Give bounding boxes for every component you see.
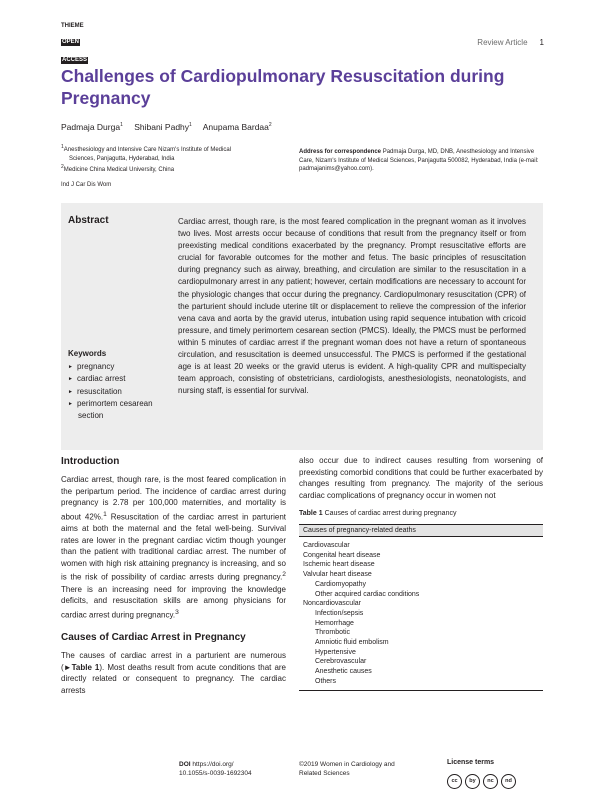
affiliation-text: Anesthesiology and Intensive Care Nizam's Institute of Medical [63, 147, 232, 153]
affil-sup: 1 [61, 144, 64, 150]
table-row: Hemorrhage [315, 619, 354, 627]
table-row: Other acquired cardiac conditions [315, 590, 420, 598]
intro-text: Cardiac arrest, though rare, is the most feared complication in the peripartum period. The incidence of cardiac arrest during pregnancy is 2.78 per 100,000 maternities, and mortality is about 42%. [61, 475, 286, 522]
intro-text: Resuscitation of the cardiac arrest in parturient aims at both the maternal and the fetal well-being. Survival rates are lower in the pregnant cardiac victim though younger than the patient with traditional cardiac arrest. The number of women with high risk attaining pregnancy is increasing, and so is the risk of possibility of cardiac arrests during pregnancy. [61, 512, 286, 583]
license-terms-label: License terms [447, 759, 495, 766]
section-heading-causes: Causes of Cardiac Arrest in Pregnancy [61, 632, 246, 643]
table-row: Others [315, 677, 337, 685]
table-row: Congenital heart disease [303, 551, 381, 559]
nd-icon: nd [501, 774, 516, 789]
citation[interactable]: 3 [175, 608, 179, 616]
author-name: Anupama Bardaa [202, 122, 269, 132]
table-1 [299, 524, 543, 691]
keywords-heading: Keywords [68, 349, 107, 358]
table-row: Infection/sepsis [315, 609, 364, 617]
logo-line1: THIEME [61, 23, 84, 29]
causes-paragraph [61, 650, 286, 696]
table-row: Noncardiovascular [303, 600, 361, 608]
affiliation-text: Sciences, Panjagutta, Hyderabad, India [69, 155, 175, 162]
copyright-block [299, 761, 395, 778]
correspondence-text: Padmaja Durga, MD, DNB, Anesthesiology and Intensive Care, Nizam's Institute of Medical Sciences, Panjagutta 500082, Hyderabad, India (e-mail: padmajanims@yahoo.com). [299, 149, 539, 172]
causes-text: ). Most deaths result from acute conditions that are directly related or consequent to pregnancy. The cardiac arrests [61, 662, 287, 695]
author-affil-sup: 2 [268, 122, 272, 129]
author-affil-sup: 1 [189, 122, 192, 129]
doi-link[interactable]: https://doi.org/ [192, 761, 234, 768]
table-label: Table 1 [299, 510, 323, 517]
cc-icon: cc [447, 774, 462, 789]
author-affil-sup: 1 [120, 122, 123, 129]
causes-text: The causes of cardiac arrest in a parturient are numerous ( [61, 651, 286, 672]
table-caption [299, 510, 456, 517]
table-row: Cardiovascular [303, 542, 350, 549]
correspondence-label: Address for correspondence [299, 149, 382, 155]
table-row: Valvular heart disease [303, 571, 372, 579]
journal-abbrev: Ind J Car Dis Wom [61, 182, 112, 188]
author-name: Padmaja Durga [61, 122, 121, 132]
right-column-paragraph: also occur due to indirect causes resulting from worsening of preexisting comorbid conditions that could be further exacerbated by changes resulting from pregnancy. The majority of the serious cardiac complications of pregnancy occur in women not [299, 456, 543, 500]
affiliations [61, 143, 286, 175]
keyword-item: ► cardiac arrest [68, 373, 173, 385]
affil-sup: 2 [61, 164, 64, 170]
logo-line3: ACCESS [62, 57, 88, 63]
article-type: Review Article [477, 38, 528, 47]
intro-text: There is an increasing need for improving the knowledge deficits, and resuscitation skills are among physicians for cardiac arrest during pregnancy. [61, 584, 286, 620]
abstract-text: Cardiac arrest, though rare, is the most feared complication in the pregnant woman as it involves two lives. Most arrests occur because of conditions that result from the pregnancy itself or from preexisting medical conditions exacerbated by the pregnancy. Prompt resuscitative efforts are crucial for favorable outcomes for the mother and fetus. The basic principles of resuscitation during pregnancy such as airway, breathing, and circulation are similar to the resuscitation in a cardiopulmonary arrest in any patient; however, certain modifications are necessary to account for the physiologic changes that occur during the pregnancy. Cardiopulmonary resuscitation (CPR) of the parturient should include uterine tilt or displacement to relieve the compression of the inferior vena cava and aorta by the gravid uterus, intubation using rapid sequence intubation with cricoid pressure, and timely perimortem cesarean section (PMCS). Ideally, the PMCS must be performed within 5 minutes of cardiac arrest if the pregnant woman does not have a return of spontaneous circulation, and resuscitation is deemed unsuccessful. The PMCS is performed if the gestational age is at least 20 weeks or the gravid uterus is evident. A high-quality CPR and multispecialty team approach, consisting of obstetricians, cardiologists, anesthesiologists, neonatologists, and nursing staff, is essential for survival. [178, 217, 526, 396]
table-row: Ischemic heart disease [303, 561, 375, 569]
logo-line2: OPEN [62, 39, 80, 45]
keyword-item: ► perimortem cesarean section [68, 398, 173, 422]
doi-block [179, 761, 252, 778]
abstract-box [61, 203, 543, 450]
copyright-line: ©2019 Women in Cardiology and [299, 761, 395, 768]
citation[interactable]: 1 [103, 510, 107, 518]
table-1-link[interactable]: ►Table 1 [63, 662, 100, 672]
citation[interactable]: 2 [282, 571, 286, 579]
author-list [61, 122, 272, 132]
keyword-item: ► resuscitation [68, 386, 173, 398]
table-body [299, 537, 543, 690]
table-row: Thrombotic [315, 629, 351, 637]
running-header [477, 38, 544, 47]
doi-id: 10.1055/s-0039-1692304 [179, 769, 252, 777]
table-row: Amniotic fluid embolism [315, 639, 389, 647]
section-heading-introduction: Introduction [61, 456, 120, 467]
table-row: Cardiomyopathy [315, 580, 366, 588]
by-icon: by [465, 774, 480, 789]
nc-icon: nc [483, 774, 498, 789]
publisher-logo [61, 23, 95, 63]
keyword-list [68, 361, 173, 422]
author-name: Shibani Padhy [134, 122, 190, 132]
abstract-heading: Abstract [68, 215, 109, 226]
page-number: 1 [539, 38, 544, 47]
copyright-line: Related Sciences [299, 769, 350, 777]
table-row: Hypertensive [315, 648, 356, 656]
table-row: Cerebrovascular [315, 658, 367, 666]
license-icons[interactable] [447, 774, 519, 789]
table-caption-text: Causes of cardiac arrest during pregnancy [324, 510, 457, 517]
keyword-item: ► pregnancy [68, 361, 173, 373]
article-title: Challenges of Cardiopulmonary Resuscitation during Pregnancy [61, 66, 505, 108]
doi-label: DOI [179, 761, 191, 768]
table-header: Causes of pregnancy-related deaths [299, 525, 543, 537]
table-row: Anesthetic causes [315, 668, 372, 676]
correspondence [299, 148, 544, 174]
intro-paragraph [61, 474, 286, 621]
affiliation-text: Medicine China Medical University, China [63, 167, 175, 173]
